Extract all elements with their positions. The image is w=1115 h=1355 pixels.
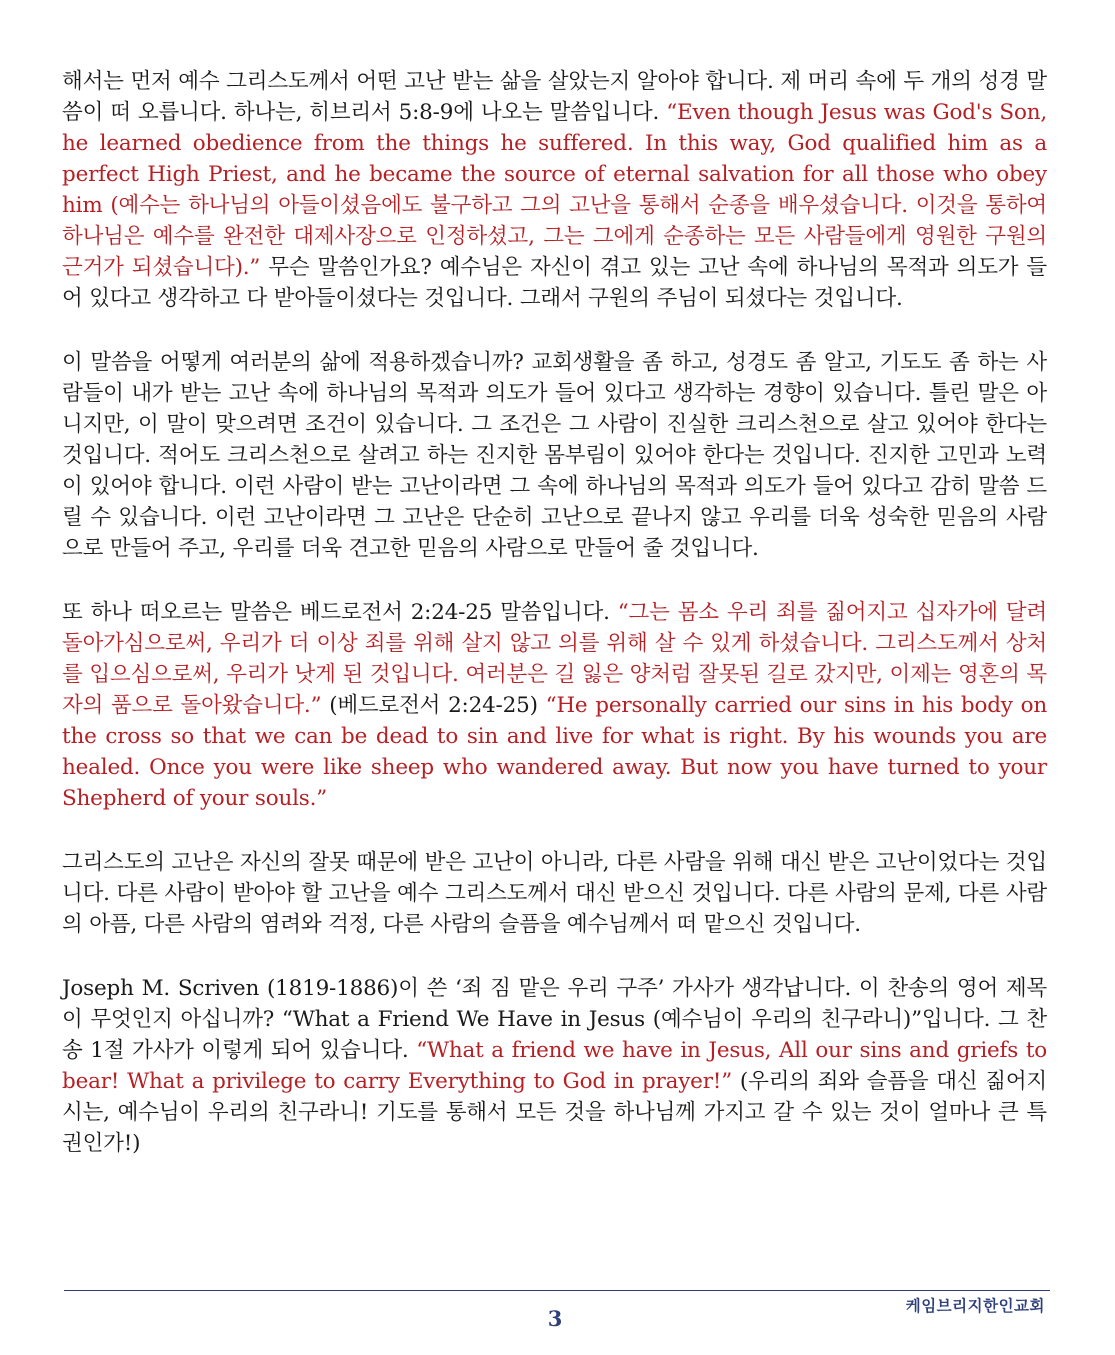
para4-text: 그리스도의 고난은 자신의 잘못 때문에 받은 고난이 아니라, 다른 사람을 위해 대신 받은 고난이었다는 것입니다. 다른 사람이 받아야 할 고난을 예수 그리스도께서 대신 받으신 것입니다. 다른 사람의 문제, 다른 사람의 아픔, 다른 사람의 염려와 걱정, 다른 사람의 슬픔을 예수님께서 떠 맡으신 것입니다. [62,850,1047,937]
para5-intro: Joseph M. Scriven (1819-1886)이 쓴 ‘죄 짐 맡은 우리 구주’ 가사가 생각납니다. 이 찬송의 영어 제목이 무엇인지 아십니까? “What a Friend We Have in Jesus (예수님이 우리의 친구라니)”입니다. 그 찬송 1절 가사가 이렇게 되어 있습니다. [62,976,1047,1063]
paragraph-1 [62,66,1047,314]
paragraph-2 [62,347,1047,564]
para5-translation: (우리의 죄와 슬픔을 대신 짊어지시는, 예수님이 우리의 친구라니! 기도를 통해서 모든 것을 하나님께 가지고 갈 수 있는 것이 얼마나 큰 특권인가!) [62,1069,1048,1156]
paragraph-3 [62,597,1047,814]
para2-text: 이 말씀을 어떻게 여러분의 삶에 적용하겠습니까? 교회생활을 좀 하고, 성경도 좀 알고, 기도도 좀 하는 사람들이 내가 받는 고난 속에 하나님의 목적과 의도가 들어 있다고 생각하는 경향이 있습니다. 틀린 말은 아니지만, 이 말이 맞으려면 조건이 있습니다. 그 조건은 그 사람이 진실한 크리스천으로 살고 있어야 한다는 것입니다. 적어도 크리스천으로 살려고 하는 진지한 몸부림이 있어야 한다는 것입니다. 진지한 고민과 노력이 있어야 합니다. 이런 사람이 받는 고난이라면 그 속에 하나님의 목적과 의도가 들어 있다고 감히 말씀 드릴 수 있습니다. 이런 고난이라면 그 고난은 단순히 고난으로 끝나지 않고 우리를 더욱 성숙한 믿음의 사람으로 만들어 주고, 우리를 더욱 견고한 믿음의 사람으로 만들어 줄 것입니다. [62,350,1047,561]
hebrews-quote: “Even though Jesus was God's Son, he learned obedience from the things he suffered. In this way, God qualified him as a perfect High Priest, and he became the source of eternal salvation for all those who obey him (예수는 하나님의 아들이셨음에도 불구하고 그의 고난을 통해서 순종을 배우셨습니다. 이것을 통하여 하나님은 예수를 완전한 대제사장으로 인정하셨고, 그는 그에게 순종하는 모든 사람들에게 영원한 구원의 근거가 되셨습니다).” [62,100,1047,280]
page-number: 3 [547,1306,563,1331]
para1-intro: 해서는 먼저 예수 그리스도께서 어떤 고난 받는 삶을 살았는지 알아야 합니다. 제 머리 속에 두 개의 성경 말씀이 떠 오릅니다. 하나는, 히브리서 5:8-9에 나오는 말씀입니다. [62,69,1047,125]
peter-quote-korean: “그는 몸소 우리 죄를 짊어지고 십자가에 달려 돌아가심으로써, 우리가 더 이상 죄를 위해 살지 않고 의를 위해 살 수 있게 하셨습니다. 그리스도께서 상처를 입으심으로써, 우리가 낫게 된 것입니다. 여러분은 길 잃은 양처럼 잘못된 길로 갔지만, 이제는 영혼의 목자의 품으로 돌아왔습니다.” [62,600,1048,718]
para3-intro: 또 하나 떠오르는 말씀은 베드로전서 2:24-25 말씀입니다. [62,600,618,625]
paragraph-4 [62,847,1047,940]
paragraph-5 [62,973,1047,1159]
church-name: 케임브리지한인교회 [905,1297,1045,1315]
hymn-lyric-quote: “What a friend we have in Jesus, All our sins and griefs to bear! What a privilege to carry Everything to God in prayer!” [62,1038,1047,1094]
peter-reference: (베드로전서 2:24-25) [321,693,546,718]
para1-outro: 무슨 말씀인가요? 예수님은 자신이 겪고 있는 고난 속에 하나님의 목적과 의도가 들어 있다고 생각하고 다 받아들이셨다는 것입니다. 그래서 구원의 주님이 되셨다는 것입니다. [62,255,1048,311]
sermon-body [62,66,1047,1192]
peter-quote-english: “He personally carried our sins in his body on the cross so that we can be dead to sin and live for what is right. By his wounds you are healed. Once you were like sheep who wandered away. But now you have turned to your Shepherd of your souls.” [62,693,1047,811]
footer-divider [64,1290,1050,1291]
